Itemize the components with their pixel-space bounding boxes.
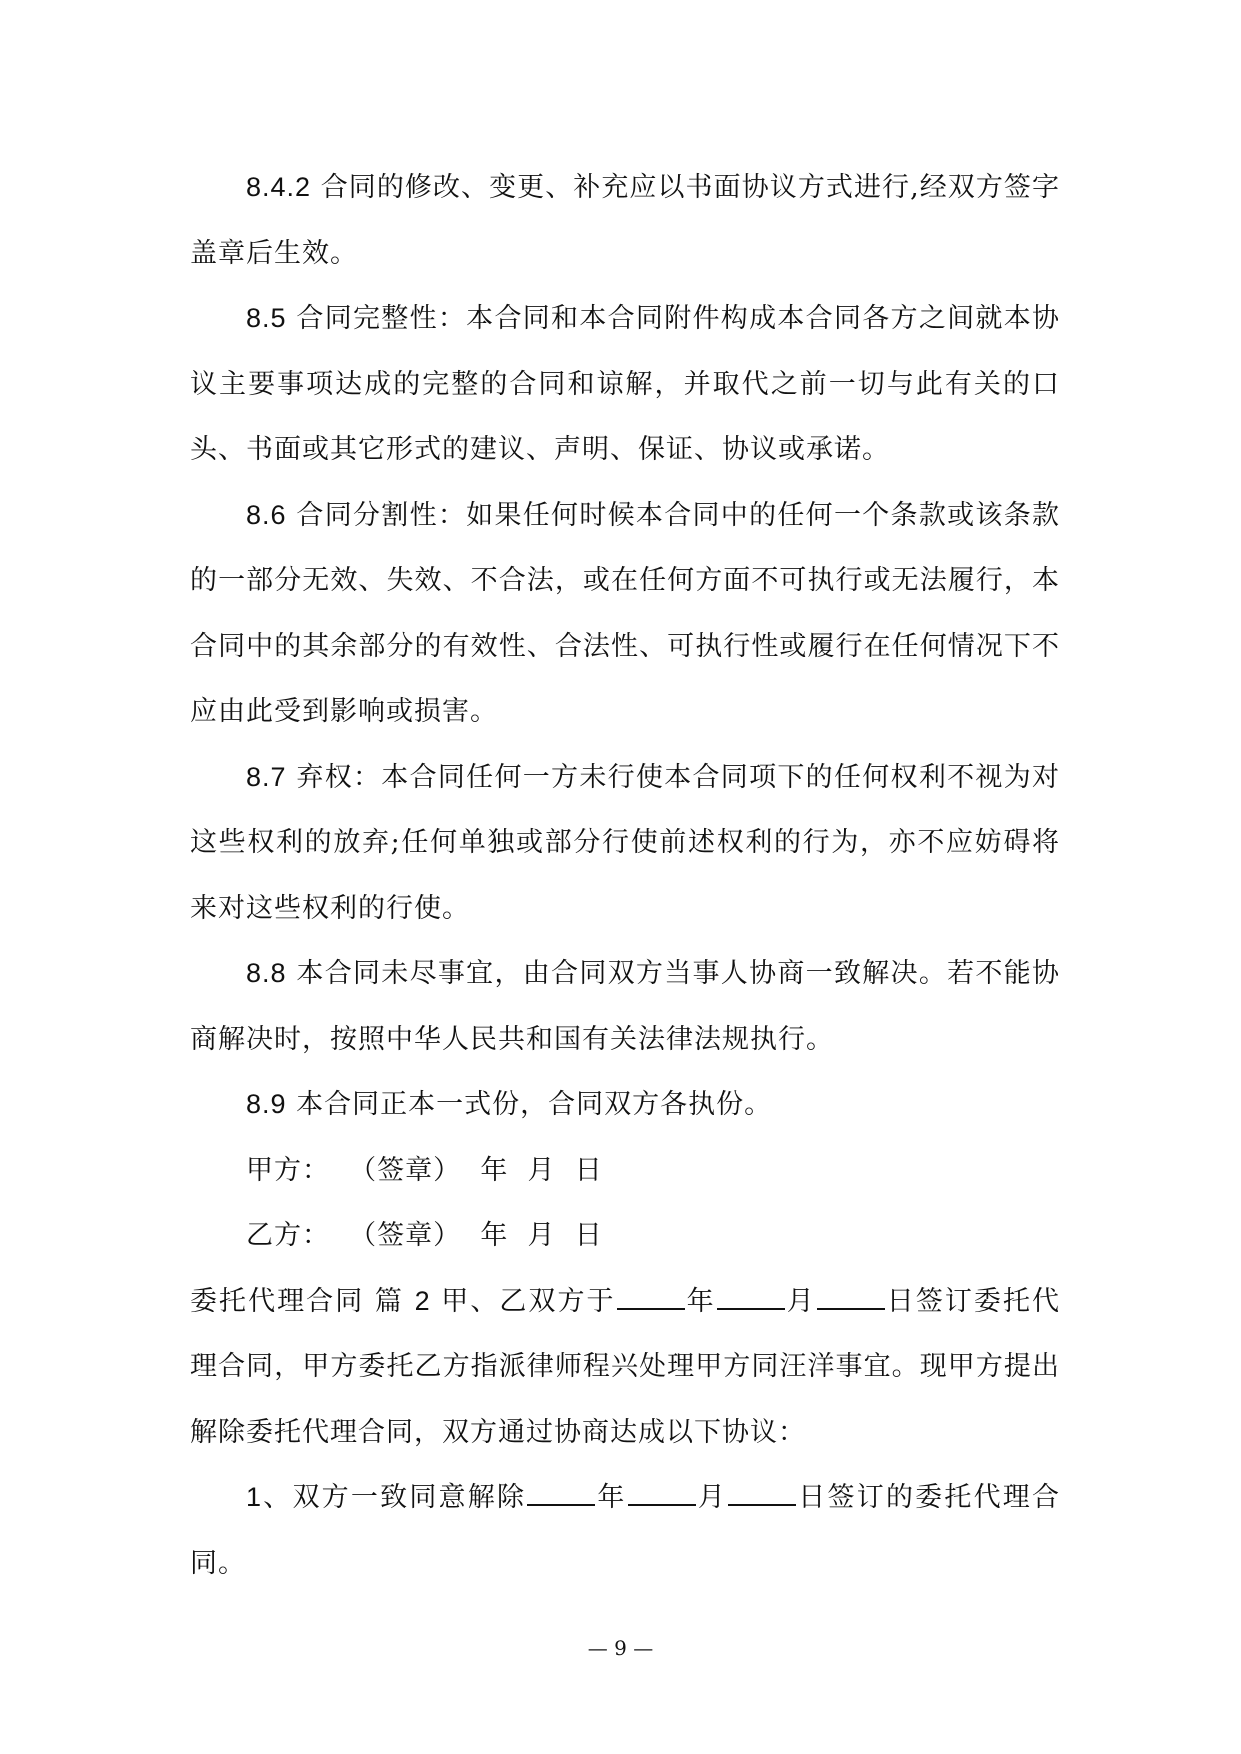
blank-year-field [617, 1283, 685, 1309]
blank-day-field [728, 1480, 796, 1506]
party-label: 乙方： [246, 1220, 330, 1251]
signature-line-party-b [190, 1203, 1060, 1269]
year-label: 年 [685, 1285, 716, 1317]
clause-text: 本合同未尽事宜，由合同双方当事人协商一致解决。若不能协商解决时，按照中华人民共和国有关法律法规执行。 [190, 958, 1060, 1055]
section-part-number: 2 [414, 1285, 431, 1316]
clause-8-9 [190, 1072, 1060, 1138]
year-label: 年 [480, 1154, 509, 1186]
clause-number: 8.6 [246, 499, 287, 530]
month-label: 月 [696, 1482, 728, 1513]
intro-text-a: 甲、乙双方于 [441, 1285, 616, 1317]
clause-text: 合同的修改、变更、补充应以书面协议方式进行,经双方签字盖章后生效。 [190, 172, 1060, 269]
month-label: 月 [527, 1220, 556, 1251]
signature-line-party-a [190, 1138, 1060, 1204]
item-text-a: 、双方一致同意解除 [262, 1482, 527, 1513]
clause-number: 8.7 [246, 761, 287, 792]
contract-body [190, 155, 1060, 1596]
month-label: 月 [785, 1285, 816, 1317]
year-label: 年 [596, 1482, 627, 1513]
intro-text-b: 日签订委托代理合同，甲方委托乙方指派律师程兴处理甲方同汪洋事宜。现甲方提出解除委托代理合同，双方通过协商达成以下协议： [190, 1285, 1061, 1448]
clause-8-5 [190, 286, 1060, 483]
clause-text: 本合同正本一式份，合同双方各执份。 [286, 1089, 773, 1120]
section-part-label: 篇 [374, 1285, 404, 1317]
clause-text: 合同分割性：如果任何时候本合同中的任何一个条款或该条款的一部分无效、失效、不合法，或在任何方面不可执行或无法履行，本合同中的其余部分的有效性、合法性、可执行性或履行在任何情况下不应由此受到影响或损害。 [190, 499, 1060, 727]
clause-text: 合同完整性：本合同和本合同附件构成本合同各方之间就本协议主要事项达成的完整的合同和谅解，并取代之前一切与此有关的口头、书面或其它形式的建议、声明、保证、协议或承诺。 [190, 303, 1060, 465]
section-heading: 委托代理合同 [190, 1285, 365, 1317]
year-label: 年 [480, 1220, 509, 1251]
clause-8-8 [190, 941, 1060, 1072]
clause-number: 8.8 [246, 958, 287, 988]
section-2-item-1 [190, 1465, 1060, 1596]
month-label: 月 [527, 1154, 556, 1186]
blank-year-field [527, 1480, 595, 1506]
blank-day-field [817, 1283, 885, 1309]
clause-number: 8.9 [246, 1089, 287, 1119]
item-text-b: 日签订的委托代理合同。 [190, 1482, 1061, 1579]
clause-number: 8.4.2 [246, 172, 312, 202]
seal-label: （签章） [349, 1220, 462, 1251]
clause-8-7 [190, 745, 1060, 942]
day-label: 日 [574, 1220, 603, 1251]
day-label: 日 [574, 1154, 603, 1186]
clause-number: 8.5 [246, 303, 287, 333]
blank-month-field [717, 1283, 785, 1309]
page-number: — 9 — [587, 1636, 654, 1660]
party-label: 甲方： [246, 1154, 330, 1186]
section-2-intro [190, 1269, 1060, 1466]
blank-month-field [628, 1480, 696, 1506]
clause-text: 弃权：本合同任何一方未行使本合同项下的任何权利不视为对这些权利的放弃;任何单独或部分行使前述权利的行为，亦不应妨碍将来对这些权利的行使。 [190, 761, 1060, 924]
clause-8-4-2 [190, 155, 1060, 286]
seal-label: （签章） [349, 1154, 462, 1186]
item-number: 1 [246, 1482, 263, 1512]
clause-8-6 [190, 483, 1060, 745]
